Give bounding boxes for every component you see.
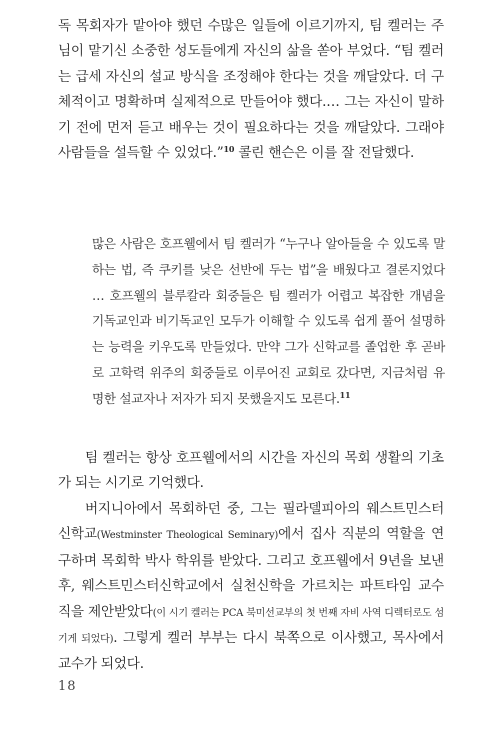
quote-text: 많은 사람은 호프웰에서 팀 켈러가 “누구나 알아들을 수 있도록 말하는 법, 즉 쿠키를 낮은 선반에 두는 법”을 배웠다고 결론지었다 … 호프웰의 블루칼라 회중들은 팀 켈러가 어렵고 복잡한 개념을 기독교인과 비기독교인 모두가 이해할 수 있도록 쉽게 풀어 설명하는 능력을 키우도록 만들었다. 만약 그가 신학교를 졸업한 후 곧바로 고학력 위주의 회중들로 이루어진 교회로 갔다면, 지금처럼 유명한 설교자나 저자가 되지 못했을지도 모른다. [92,236,445,406]
paragraph-text: 팀 켈러는 항상 호프웰에서의 시간을 자신의 목회 생활의 기초가 되는 시기로 기억했다. [58,450,444,492]
footnote-marker: 10 [223,144,235,155]
paragraph-text: 독 목회자가 맡아야 했던 수많은 일들에 이르기까지, 팀 켈러는 주님이 맡기신 소중한 성도들에게 자신의 삶을 쏟아 부었다. “팀 켈러는 급세 자신의 설교 방식을 조정해야 한다는 것을 깨달았다. 더 구체적이고 명확하며 실제적으로 만들어야 했다.… 그는 자신이 말하기 전에 먼저 듣고 배우는 것이 필요하다는 것을 깨달았다. 그래야 사람들을 설득할 수 있었다.” [58,18,444,162]
body-paragraph-2 [58,446,444,497]
paragraph-text-middle: 에서 집사 직분의 역할을 연구하며 목회학 박사 학위를 받았다. 그리고 호프웰에서 9년을 보낸 후, 웨스트민스터신학교에서 실천신학을 가르치는 파트타임 교수직을 제안받았다 [58,526,444,620]
paragraph-text-end: . 그렇게 켈러 부부는 다시 북쪽으로 이사했고, 목사에서 교수가 되었다. [58,630,444,673]
paragraph-text: 버지니아에서 목회하던 중, 그는 필라델피아의 웨스트민스터신학교 [58,501,444,543]
body-paragraph-1 [58,14,444,166]
block-quote [92,231,445,412]
footnote-marker: 11 [339,389,351,400]
english-name-aside: (Westminster Theological Seminary) [96,530,279,542]
parenthetical-aside: (이 시기 켈러는 PCA 북미선교부의 첫 번째 자비 사역 디렉터로도 섬기게 되었다) [58,607,444,646]
paragraph-text-continued: 콜린 핸슨은 이를 잘 전달했다. [234,145,415,162]
body-paragraph-3 [58,497,444,678]
page-number: 18 [58,679,77,694]
